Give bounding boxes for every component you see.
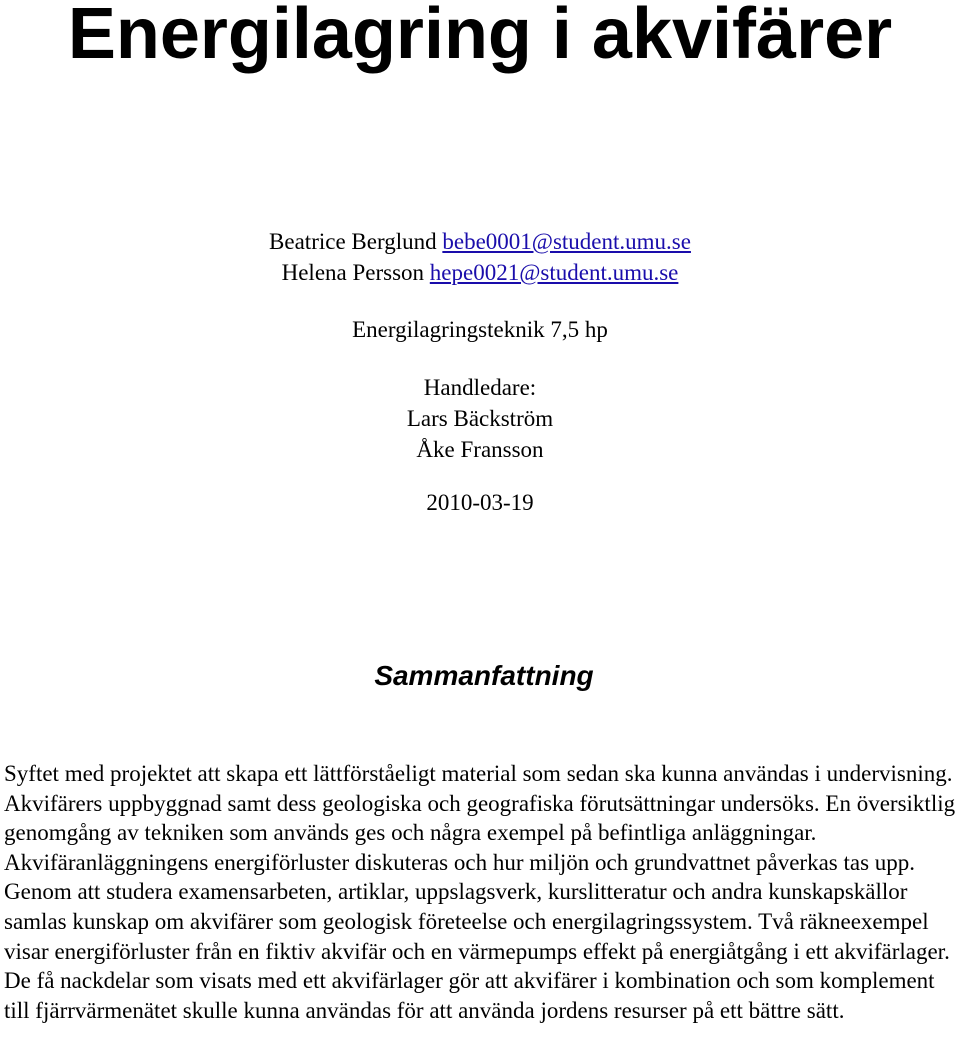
author-email-link[interactable]: bebe0001@student.umu.se <box>442 229 691 254</box>
author-line <box>0 257 960 288</box>
supervisor-name: Åke Fransson <box>416 437 544 462</box>
author-list <box>0 226 960 288</box>
document-date: 2010-03-19 <box>426 490 534 515</box>
supervisor-name: Lars Bäckström <box>406 406 554 431</box>
supervisors-label: Handledare: <box>423 375 537 400</box>
abstract-heading: Sammanfattning <box>374 660 594 691</box>
course-name: Energilagringsteknik 7,5 hp <box>352 317 608 342</box>
author-line <box>0 226 960 257</box>
author-name: Helena Persson <box>281 260 425 285</box>
author-name: Beatrice Berglund <box>269 229 437 254</box>
document-title: Energilagring i akvifärer <box>67 0 893 74</box>
abstract-text: Syftet med projektet att skapa ett lättförståeligt material som sedan ska kunna användas i undervisning. Akvifärers uppbyggnad samt dess geologiska och geografiska förutsättningar undersöks. En översiktlig genomgång av tekniken som används ges och några exempel på befintliga anläggningar. Akvifäranläggningens energiförluster diskuteras och hur miljön och grundvattnet påverkas tas upp. Genom att studera examensarbeten, artiklar, uppslagsverk, kurslitteratur och andra kunskapskällor samlas kunskap om akvifärer som geologisk företeelse och energilagringssystem. Två räkneexempel visar energiförluster från en fiktiv akvifär och en värmepumps effekt på energiåtgång i ett akvifärlager. De få nackdelar som visats med ett akvifärlager gör att akvifärer i kombination och som komplement till fjärrvärmenätet skulle kunna användas för att använda jordens resurser på ett bättre sätt. <box>4 761 956 1023</box>
author-email-link[interactable]: hepe0021@student.umu.se <box>429 260 679 285</box>
supervisor-block <box>0 372 960 465</box>
